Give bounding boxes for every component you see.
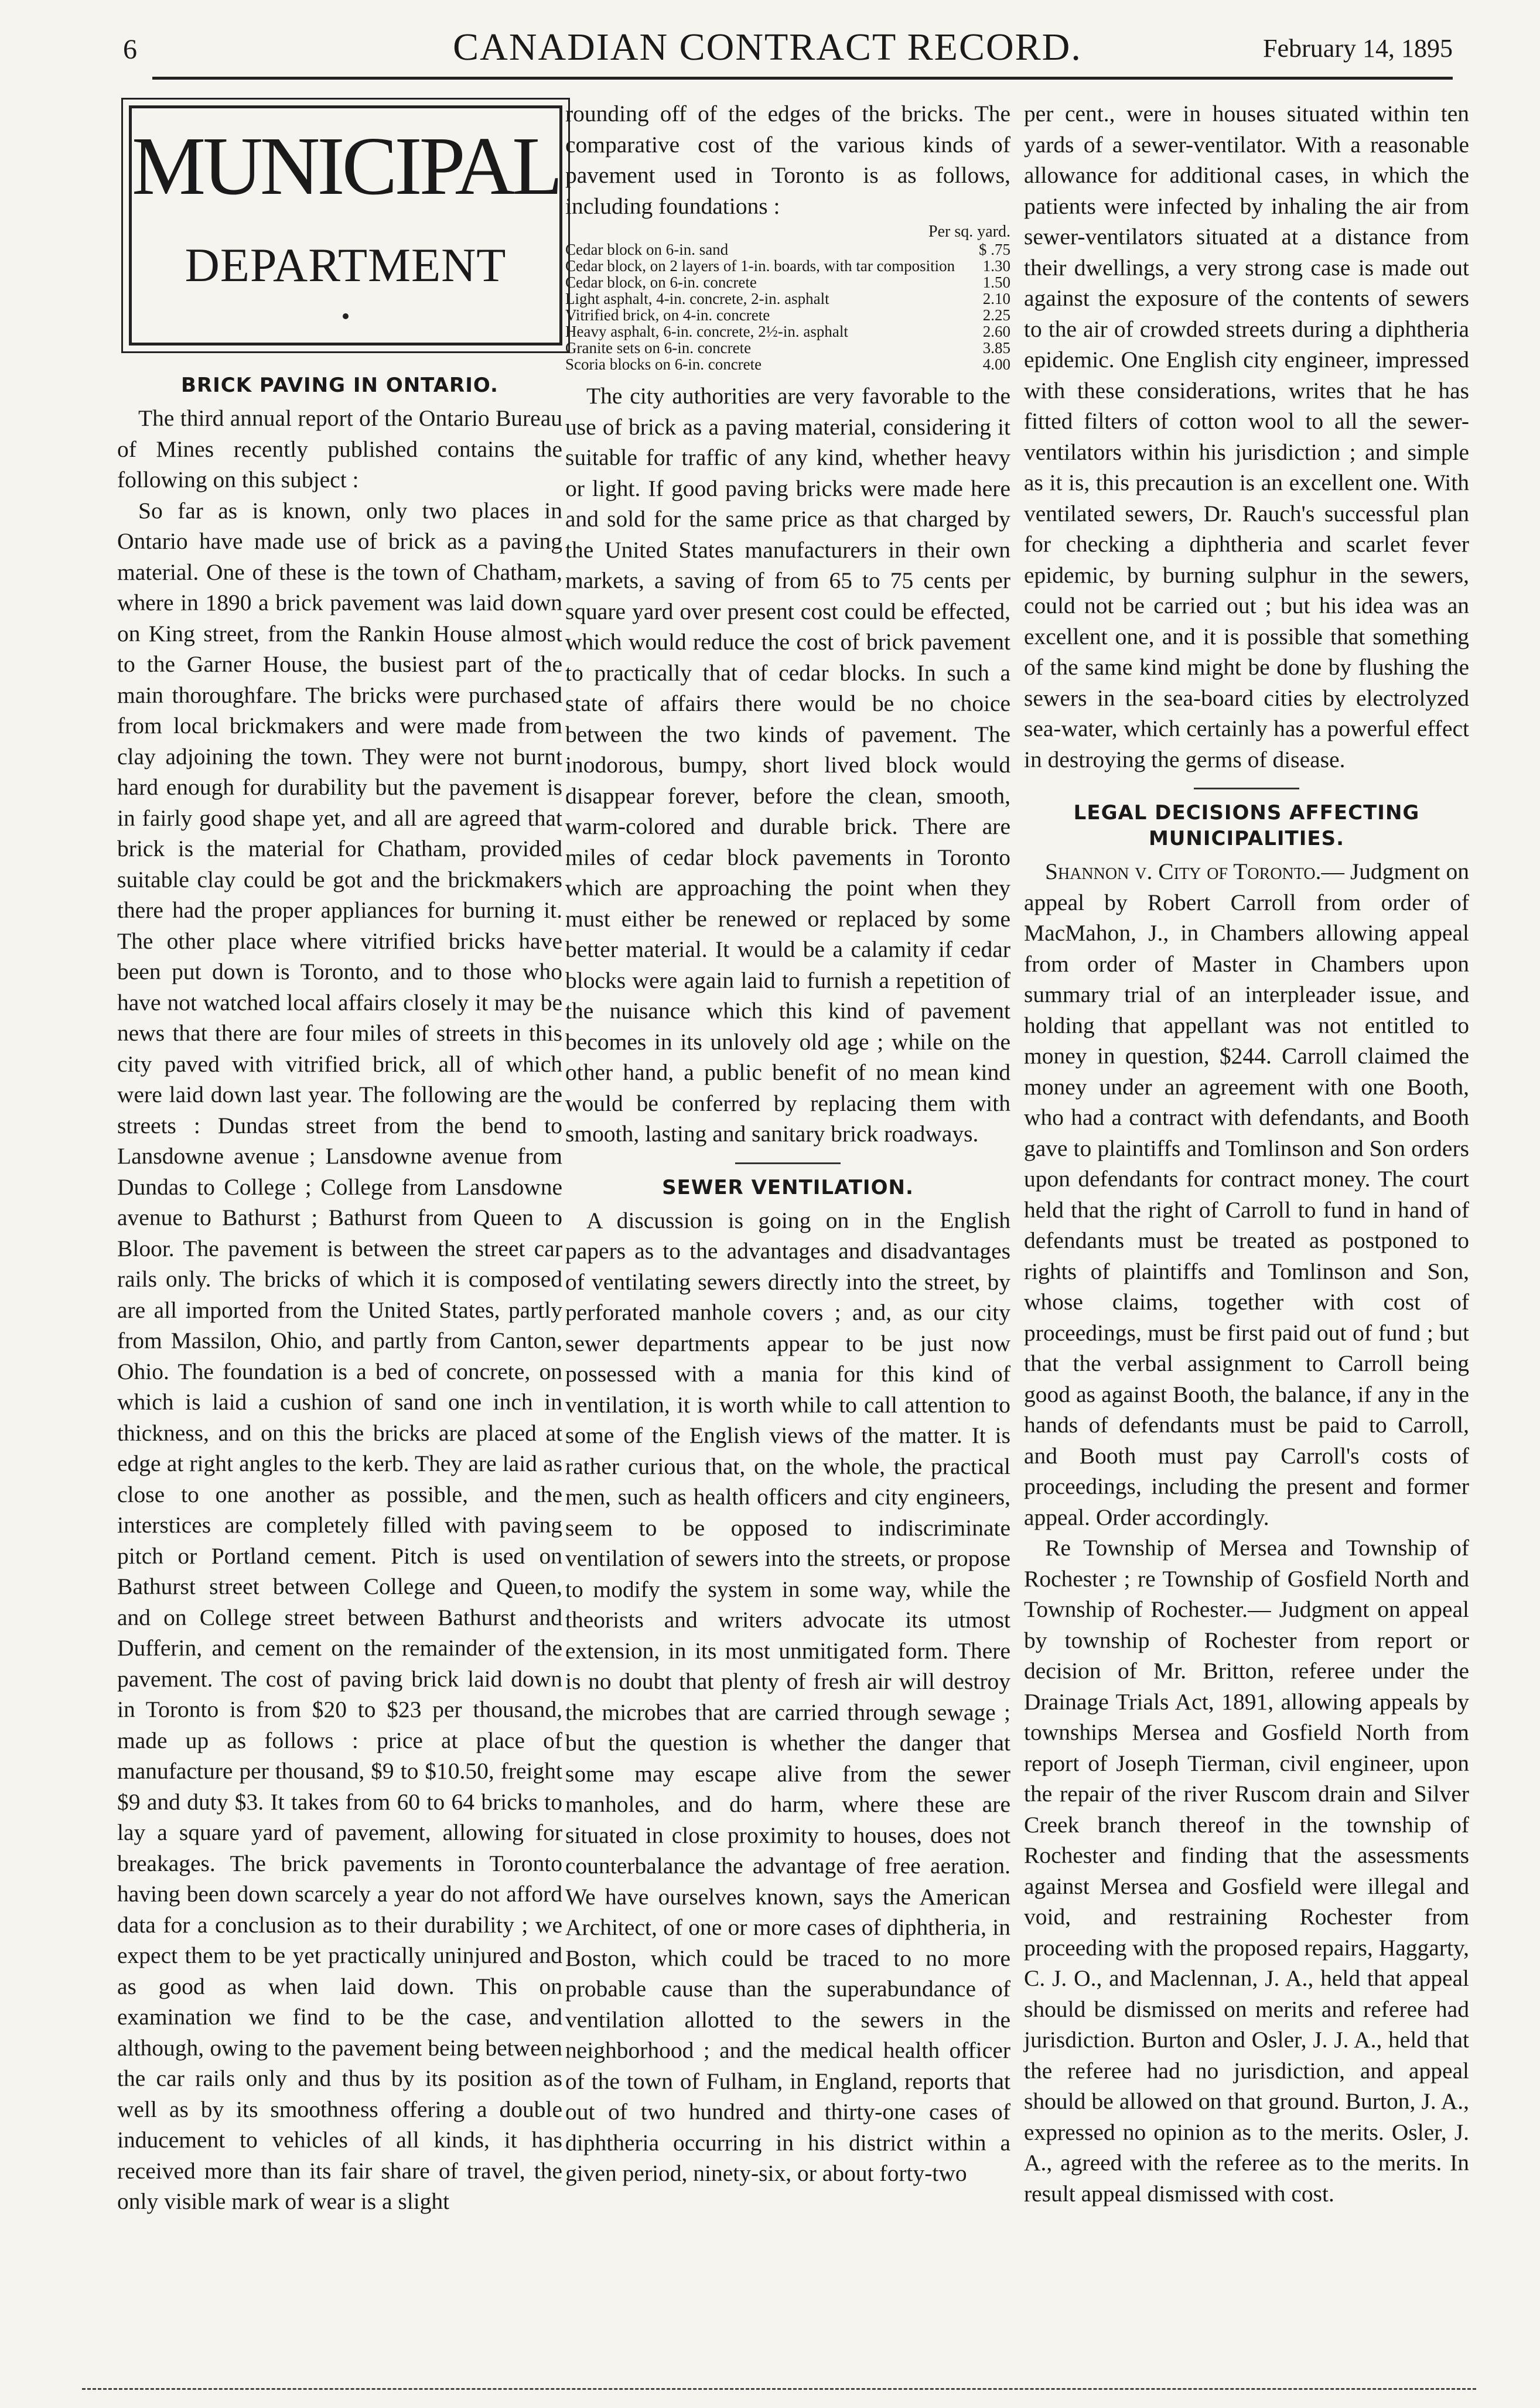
publication-title: CANADIAN CONTRACT RECORD.: [453, 26, 1082, 69]
sewer-ventilation-body: A discussion is going on in the English papers as to the advantages and disadvantages of ventilating sewers directly into the street, by perforated manhole covers ; and, as our city sewer departments appear to be just now possessed with a mania for this kind of ventilation, it is worth while to call attention to some of the English views of the matter. It is rather curious that, on the whole, the practical men, such as health officers and city engineers, seem to be opposed to indiscriminate ventilation of sewers into the streets, or propose to modify the system in some way, while the theorists and writers advocate its utmost extension, in its most unmitigated form. There is no doubt that plenty of fresh air will destroy the microbes that are carried through sewage ; but the question is whether the danger that some may escape alive from the sewer manholes, and do harm, where these are situated in close proximity to houses, does not counterbalance the advantage of free aeration. We have ourselves known, says the American Architect, of one or more cases of diphtheria, in Boston, which could be traced to no more probable cause than the superabundance of ventilation allotted to the sewers in the neighborhood ; and the medical health officer of the town of Fulham, in England, reports that out of two hundred and thirty-one cases of diphtheria occurring in his district within a given period, ninety-six, or about forty-two: [565, 1207, 1010, 2186]
case-mersea: [1024, 1533, 1469, 2209]
cost-row-value: 2.60: [982, 323, 1010, 340]
cost-row-label: Vitrified brick, on 4-in. concrete: [565, 306, 770, 324]
sewer-ventilation-heading: SEWER VENTILATION.: [662, 1175, 914, 1199]
case-shannon-title: Shannon v. City of Toronto.—: [1045, 858, 1344, 884]
cost-row: [565, 340, 1010, 356]
page-number: 6: [123, 34, 137, 65]
sewer-ventilation-continued: per cent., were in houses situated within ten yards of a sewer-ventilator. With a reasonable allowance for additional cases, in which the patients were infected by inhaling the air from sewer-ventilators situated at a distance from their dwellings, a very strong case is made out against the exposure of the contents of sewers to the air of crowded streets during a diphtheria epidemic. One English city engineer, impressed with these considerations, writes that he has fitted filters of cotton wool to all the sewer-ventilators within his jurisdiction ; and simple as it is, this precaution is an excellent one. With ventilated sewers, Dr. Rauch's successful plan for checking a diphtheria and scarlet fever epidemic, by burning sulphur in the sewers, could not be carried out ; but his idea was an excellent one, and it is possible that something of the same kind might be done by flushing the sewers in the sea-board cities by electrolyzed sea-water, which certainly has a powerful effect in destroying the germs of disease.: [1024, 101, 1469, 772]
cost-row: [565, 356, 1010, 372]
brick-paving-body: So far as is known, only two places in Ontario have made use of brick as a paving material. One of these is the town of Chatham, where in 1890 a brick pavement was laid down on King street, from the Rankin House almost to the Garner House, the busiest part of the main thoroughfare. The bricks were purchased from local brickmakers and were made from clay adjoining the town. They were not burnt hard enough for durability but the pavement is in fairly good shape yet, and all are agreed that brick is the material for Chatham, provided suitable clay could be got and the brickmakers there had the proper appliances for burning it. The other place where vitrified bricks have been put down is Toronto, and to those who have not watched local affairs closely it may be news that there are four miles of streets in this city paved with vitrified brick, all of which were laid down last year. The following are the streets : Dundas street from the bend to Lansdowne avenue ; Lansdowne avenue from Dundas to College ; College from Lansdowne avenue to Bathurst ; Bathurst from Queen to Bloor. The pavement is between the street car rails only. The bricks of which it is composed are all imported from the United States, partly from Massilon, Ohio, and partly from Canton, Ohio. The foundation is a bed of concrete, on which is laid a cushion of sand one inch in thickness, and on this the bricks are placed at edge at right angles to the kerb. They are laid as close to one another as possible, and the interstices are completely filled with paving pitch or Portland cement. Pitch is used on Bathurst street between College and Queen, and on College street between Bathurst and Dufferin, and cement on the remainder of the pavement. The cost of paving brick laid down in Toronto is from $20 to $23 per thousand, made up as follows : price at place of manufacture per thousand, $9 to $10.50, freight $9 and duty $3. It takes from 60 to 64 bricks to lay a square yard of pavement, allowing for breakages. The brick pavements in Toronto having been down scarcely a year do not afford data for a conclusion as to their durability ; we expect them to be yet practically uninjured and as good as when laid down. This on examination we find to be the case, and although, owing to the pavement being between the car rails only and thus by its position as well as by its smoothness offering a double inducement to vehicles of all kinds, it has received more than its fair share of travel, the only visible mark of wear is a slight: [117, 497, 562, 2214]
column-3: [1024, 98, 1469, 2209]
header-rule: [152, 77, 1453, 80]
cost-row-label: Scoria blocks on 6-in. concrete: [565, 355, 762, 373]
cost-row: [565, 274, 1010, 290]
case-shannon-text: Judgment on appeal by Robert Carroll from order of MacMahon, J., in Chambers allowing appeal from order of Master in Chambers upon summary trial of an interpleader issue, and holding that appellant was not entitled to money in question, $244. Carroll claimed the money under an agreement with one Booth, who had a contract with defendants, and Booth gave to plaintiffs and Tomlinson and Son orders upon defendants for contract money. The court held that the right of Carroll to fund in hand of defendants must be treated as postponed to rights of plaintiffs and Tomlinson and Son, whose claims, together with cost of proceedings, must be first paid out of fund ; but that the verbal assignment to Carroll being good as against Booth, the balance, if any in the hands of defendants must be paid to Carroll, and Booth must pay Carroll's costs of proceedings, including the present and former appeal. Order accordingly.: [1024, 858, 1470, 1530]
case-shannon: [1024, 856, 1469, 1533]
cost-row-value: 4.00: [982, 355, 1010, 373]
page-footer-rule: [82, 2388, 1476, 2390]
cost-row-value: 1.30: [982, 257, 1010, 275]
cost-row-label: Light asphalt, 4-in. concrete, 2-in. asphalt: [565, 290, 829, 307]
case-mersea-text: Judgment on appeal by township of Rochester from report or decision of Mr. Britton, referee under the Drainage Trials Act, 1891, allowing appeals by townships Mersea and Gosfield North from report of Joseph Tierman, civil engineer, upon the repair of the river Ruscom drain and Silver Creek branch thereof in the township of Rochester and finding that the assessments against Mersea and Gosfield were illegal and void, and restraining Rochester from proceeding with the proposed repairs, Haggarty, C. J. O., and Maclennan, J. A., held that appeal should be dismissed on merits and referee had jurisdiction. Burton and Osler, J. J. A., held that the referee had no jurisdiction, and appeal should be allowed on that ground. Burton, J. A., expressed no opinion as to the merits. Osler, J. A., agreed with the referee as to the merits. In result appeal dismissed with cost.: [1024, 1596, 1469, 2207]
cost-row-value: $ .75: [979, 241, 1010, 258]
department-box-line2: DEPARTMENT: [185, 238, 507, 292]
cost-row: [565, 241, 1010, 258]
cost-row-label: Granite sets on 6-in. concrete: [565, 339, 752, 357]
brick-paving-conclusion: The city authorities are very favorable to the use of brick as a paving material, considering it suitable for traffic of any kind, whether heavy or light. If good paving bricks were made here and sold for the same price as that charged by the United States manufacturers in their own markets, a saving of from 65 to 75 cents per square yard over present cost could be effected, which would reduce the cost of brick pavement to practically that of cedar blocks. In such a state of affairs there would be no choice between the two kinds of pavement. The inodorous, bumpy, short lived block would disappear forever, before the clean, smooth, warm-colored and durable brick. There are miles of cedar block pavements in Toronto which are approaching the point when they must either be renewed or replaced by some better material. It would be a calamity if cedar blocks were again laid to furnish a repetition of the nuisance which this kind of pavement becomes in its unlovely old age ; while on the other hand, a public benefit of no mean kind would be conferred by replacing them with smooth, lasting and sanitary brick roadways.: [565, 383, 1010, 1147]
department-box: [129, 105, 562, 346]
section-rule: [1194, 788, 1299, 789]
cost-unit-header: Per sq. yard.: [928, 223, 1010, 241]
brick-paving-continued: rounding off of the edges of the bricks. The comparative cost of the various kinds of pavement used in Toronto is as follows, including foundations :: [565, 101, 1010, 219]
cost-row: [565, 307, 1010, 323]
brick-paving-intro: The third annual report of the Ontario Bureau of Mines recently published contains the following on this subject :: [117, 405, 562, 492]
case-mersea-title: Re Township of Mersea and Township of Rochester ; re Township of Gosfield North and Township of Rochester.—: [1024, 1535, 1469, 1622]
column-1: [117, 98, 562, 2217]
cost-row-value: 1.50: [982, 273, 1010, 291]
cost-row-label: Heavy asphalt, 6-in. concrete, 2½-in. asphalt: [565, 323, 848, 340]
brick-paving-heading: BRICK PAVING IN ONTARIO.: [181, 374, 498, 397]
cost-row-label: Cedar block, on 6-in. concrete: [565, 273, 757, 291]
issue-date: February 14, 1895: [1263, 34, 1453, 63]
cost-row: [565, 290, 1010, 307]
cost-row: [565, 323, 1010, 340]
column-2: [565, 98, 1010, 2189]
section-rule: [735, 1162, 841, 1164]
cost-row-value: 2.10: [982, 290, 1010, 307]
cost-row-label: Cedar block, on 2 layers of 1-in. boards, with tar composition: [565, 257, 955, 275]
page-header: [82, 20, 1453, 79]
department-box-line1: MUNICIPAL: [132, 119, 560, 212]
legal-decisions-heading: LEGAL DECISIONS AFFECTING MUNICIPALITIES.: [1073, 801, 1420, 850]
cost-row-value: 2.25: [982, 306, 1010, 324]
ornament-dot: [343, 313, 349, 319]
pavement-cost-table: [565, 224, 1010, 372]
cost-row: [565, 258, 1010, 274]
cost-row-label: Cedar block on 6-in. sand: [565, 241, 729, 258]
cost-row-value: 3.85: [982, 339, 1010, 357]
